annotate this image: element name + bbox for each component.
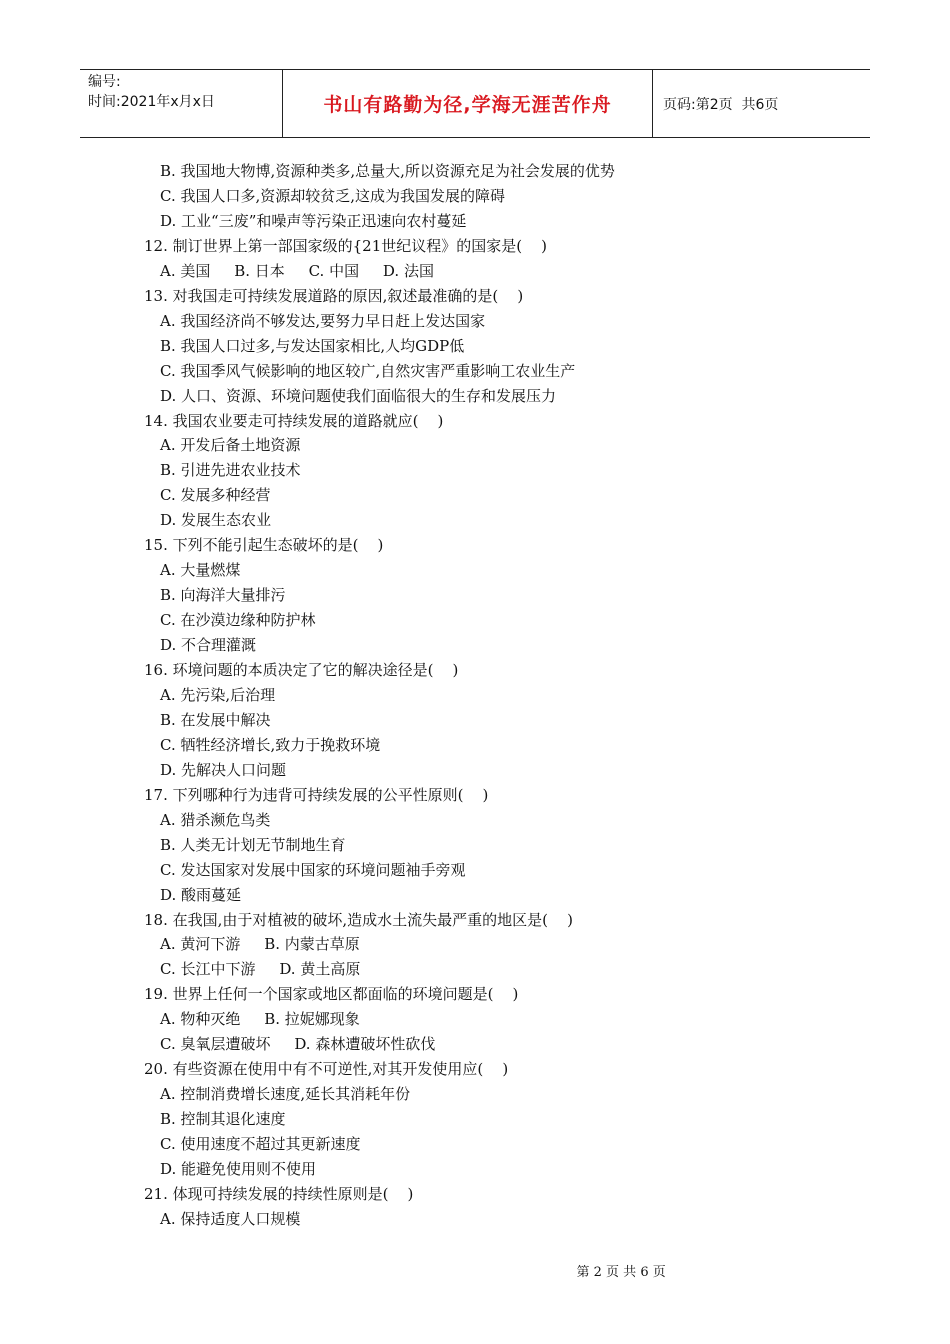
page-footer	[0, 1246, 950, 1280]
time-label: 时间:2021年x月x日	[88, 94, 215, 110]
question-stem: 18. 在我国,由于对植被的破坏,造成水土流失最严重的地区是( )	[144, 910, 573, 929]
answer-option: C. 在沙漠边缘种防护林	[160, 611, 316, 630]
answer-option: D. 不合理灌溉	[160, 636, 257, 654]
answer-option: C. 使用速度不超过其更新速度	[160, 1135, 361, 1153]
answer-option: C. 我国人口多,资源却较贫乏,这成为我国发展的障碍	[160, 186, 506, 205]
answer-option: C. 发展多种经营	[160, 486, 271, 505]
answer-option: A. 先污染,后治理	[160, 685, 276, 704]
question-stem: 16. 环境问题的本质决定了它的解决途径是( )	[144, 661, 459, 679]
answer-option: D. 发展生态农业	[160, 511, 272, 530]
page-info-text: 页码:第2页 共6页	[663, 96, 779, 113]
answer-option: C. 牺牲经济增长,致力于挽救环境	[160, 735, 381, 754]
answer-option: A. 黄河下游 B. 内蒙古草原	[160, 935, 360, 954]
question-stem: 17. 下列哪种行为违背可持续发展的公平性原则( )	[144, 785, 489, 804]
answer-option: A. 开发后备土地资源	[160, 436, 301, 455]
answer-option: A. 保持适度人口规模	[160, 1209, 301, 1228]
footer-page-label: 第 2 页 共 6 页	[576, 1265, 666, 1280]
answer-option: B. 引进先进农业技术	[160, 461, 301, 480]
answer-option: A. 我国经济尚不够发达,要努力早日赶上发达国家	[160, 311, 486, 330]
answer-option: D. 工业“三废”和噪声等污染正迅速向农村蔓延	[160, 211, 467, 230]
answer-option: A. 大量燃煤	[160, 561, 241, 580]
answer-option: A. 物种灭绝 B. 拉妮娜现象	[160, 1010, 360, 1029]
answer-option: A. 猎杀濒危鸟类	[160, 810, 271, 829]
answer-option: A. 控制消费增长速度,延长其消耗年份	[160, 1085, 411, 1104]
answer-option: B. 在发展中解决	[160, 710, 271, 729]
question-stem: 14. 我国农业要走可持续发展的道路就应( )	[144, 411, 444, 430]
answer-option: D. 酸雨蔓延	[160, 885, 242, 904]
answer-option: B. 控制其退化速度	[160, 1110, 286, 1129]
page-header	[80, 69, 870, 138]
answer-option: C. 长江中下游 D. 黄土高原	[160, 960, 361, 979]
header-page-info	[653, 70, 870, 137]
question-stem: 20. 有些资源在使用中有不可逆性,对其开发使用应( )	[144, 1060, 509, 1079]
answer-option: C. 发达国家对发展中国家的环境问题袖手旁观	[160, 860, 466, 879]
answer-option: C. 臭氧层遭破坏 D. 森林遭破坏性砍伐	[160, 1035, 436, 1054]
answer-option: A. 美国 B. 日本 C. 中国 D. 法国	[160, 261, 434, 280]
question-stem: 21. 体现可持续发展的持续性原则是( )	[144, 1184, 414, 1203]
question-stem: 12. 制订世界上第一部国家级的{21世纪议程》的国家是( )	[144, 236, 548, 255]
motto-text: 书山有路勤为径,学海无涯苦作舟	[323, 94, 612, 116]
answer-option: B. 人类无计划无节制地生育	[160, 835, 346, 854]
question-stem: 15. 下列不能引起生态破坏的是( )	[144, 536, 384, 555]
number-label: 编号:	[88, 74, 121, 90]
answer-option: C. 我国季风气候影响的地区较广,自然灾害严重影响工农业生产	[160, 361, 576, 380]
answer-option: D. 先解决人口问题	[160, 760, 287, 779]
answer-option: D. 人口、资源、环境问题使我们面临很大的生存和发展压力	[160, 386, 557, 405]
answer-option: B. 我国人口过多,与发达国家相比,人均GDP低	[160, 336, 465, 355]
answer-option: B. 向海洋大量排污	[160, 586, 286, 605]
header-meta	[80, 70, 283, 137]
question-stem: 13. 对我国走可持续发展道路的原因,叙述最准确的是( )	[144, 286, 524, 305]
answer-option: D. 能避免使用则不使用	[160, 1160, 317, 1178]
answer-option: B. 我国地大物博,资源种类多,总量大,所以资源充足为社会发展的优势	[160, 162, 615, 180]
question-stem: 19. 世界上任何一个国家或地区都面临的环境问题是( )	[144, 985, 519, 1004]
header-motto	[283, 70, 653, 137]
